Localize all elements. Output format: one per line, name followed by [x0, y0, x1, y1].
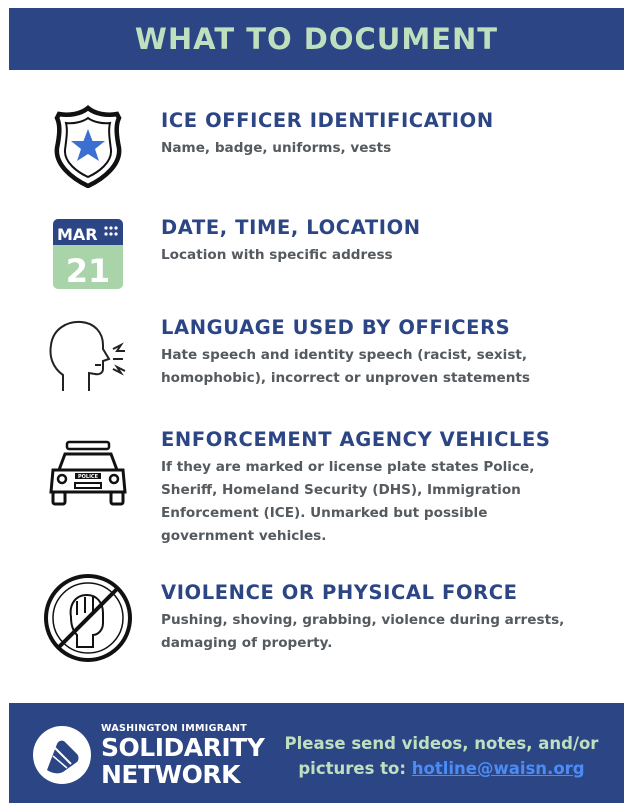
footer-banner — [9, 703, 624, 803]
item-title: DATE, TIME, LOCATION — [161, 216, 421, 239]
item-title: LANGUAGE USED BY OFFICERS — [161, 316, 511, 339]
car-label: POLICE — [77, 474, 99, 480]
clasped-hands-icon — [33, 726, 91, 784]
police-badge-icon — [40, 98, 136, 194]
no-fist-icon — [40, 570, 136, 666]
cta-message — [269, 731, 614, 781]
org-line3: NETWORK — [101, 760, 241, 789]
item-description: If they are marked or license plate states Police, Sheriff, Homeland Security (DHS), Immigration Enforcement (ICE). Unmarked but possible government vehicles. — [161, 459, 535, 544]
page-title: WHAT TO DOCUMENT — [134, 22, 499, 56]
calendar-month: MAR — [57, 225, 98, 244]
item-description: Pushing, shoving, grabbing, violence during arrests, damaging of property. — [161, 612, 565, 651]
calendar-day: 21 — [65, 252, 111, 290]
header-banner — [9, 8, 624, 70]
org-name — [101, 723, 264, 788]
calendar-icon — [40, 205, 136, 301]
item-description: Location with specific address — [161, 247, 393, 263]
item-description: Name, badge, uniforms, vests — [161, 140, 392, 156]
item-title: VIOLENCE OR PHYSICAL FORCE — [161, 581, 518, 604]
speaking-head-icon — [40, 305, 136, 401]
org-line2: SOLIDARITY — [101, 733, 265, 762]
item-title: ENFORCEMENT AGENCY VEHICLES — [161, 428, 551, 451]
org-line1: WASHINGTON IMMIGRANT — [101, 723, 247, 734]
item-description: Hate speech and identity speech (racist, sexist, homophobic), incorrect or unproven statements — [161, 347, 531, 386]
item-title: ICE OFFICER IDENTIFICATION — [161, 109, 494, 132]
police-car-icon — [40, 426, 136, 522]
hotline-email-link[interactable]: hotline@waisn.org — [411, 759, 585, 778]
cta-text: Please send videos, notes, and/or pictures to: — [284, 734, 599, 778]
